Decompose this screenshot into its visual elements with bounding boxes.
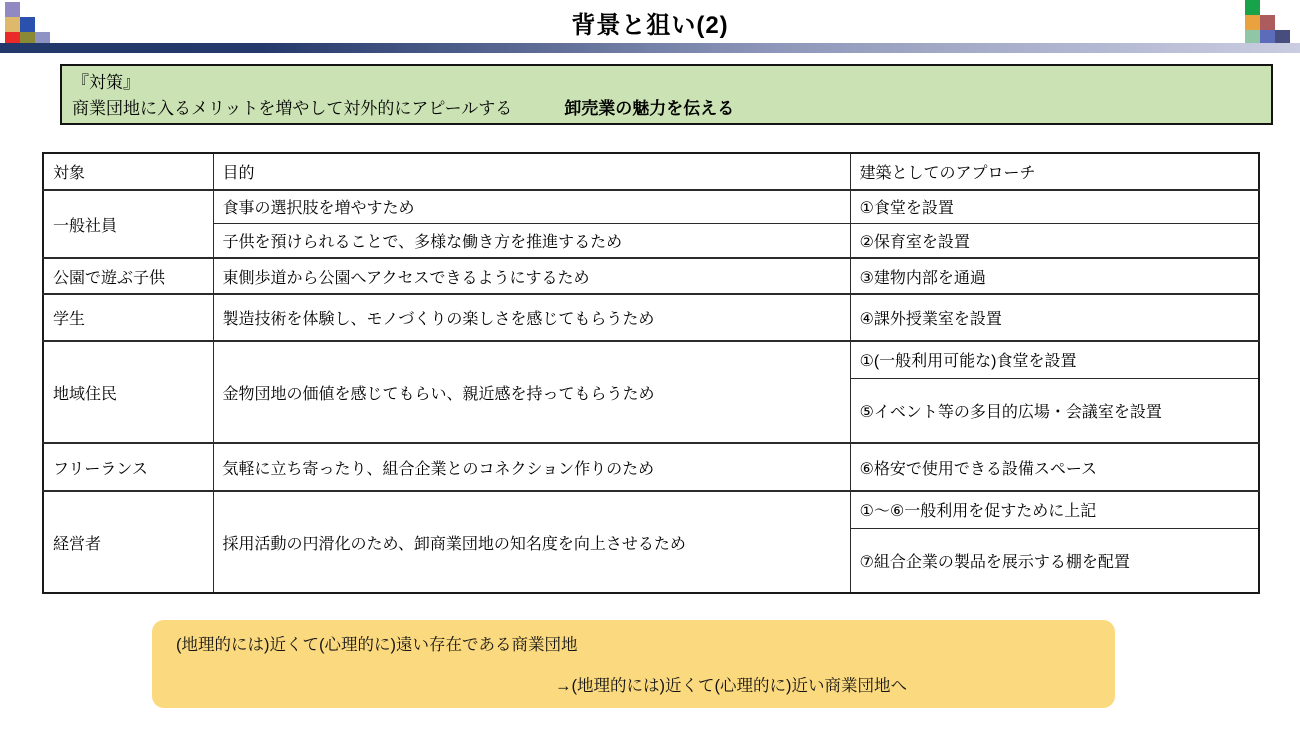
- title-divider-bar: [0, 43, 1300, 53]
- cell-purpose: 気軽に立ち寄ったり、組合企業とのコネクション作りのため: [213, 443, 850, 491]
- column-header-approach: 建築としてのアプローチ: [850, 153, 1259, 190]
- cell-approach: ①食堂を設置: [850, 190, 1259, 223]
- measures-line: [72, 96, 1261, 122]
- cell-target: 一般社員: [43, 190, 213, 258]
- page-title: 背景と狙い(2): [571, 12, 729, 39]
- cell-target: 経営者: [43, 491, 213, 593]
- cell-approach: ⑤イベント等の多目的広場・会議室を設置: [850, 378, 1259, 443]
- cell-purpose: 採用活動の円滑化のため、卸商業団地の知名度を向上させるため: [213, 491, 850, 593]
- measures-line-left: 商業団地に入るメリットを増やして対外的にアピールする: [72, 99, 513, 119]
- cell-target: 学生: [43, 294, 213, 341]
- summary-callout: [152, 620, 1115, 708]
- cell-purpose: 東側歩道から公園へアクセスできるようにするため: [213, 258, 850, 294]
- cell-approach: ④課外授業室を設置: [850, 294, 1259, 341]
- targets-table-container: [42, 152, 1260, 594]
- cell-target: フリーランス: [43, 443, 213, 491]
- cell-approach: ⑥格安で使用できる設備スペース: [850, 443, 1259, 491]
- measures-heading: 『対策』: [72, 73, 140, 92]
- cell-approach: ①(一般利用可能な)食堂を設置: [850, 341, 1259, 378]
- cell-purpose: 製造技術を体験し、モノづくりの楽しさを感じてもらうため: [213, 294, 850, 341]
- cell-approach: ①～⑥一般利用を促すために上記: [850, 491, 1259, 528]
- column-header-target: 対象: [43, 153, 213, 190]
- cell-purpose: 食事の選択肢を増やすため: [213, 190, 850, 223]
- cell-approach: ③建物内部を通過: [850, 258, 1259, 294]
- cell-purpose: 金物団地の価値を感じてもらい、親近感を持ってもらうため: [213, 341, 850, 443]
- measures-line-right: 卸売業の魅力を伝える: [564, 99, 735, 119]
- summary-line-2: →(地理的には)近くて(心理的に)近い商業団地へ: [555, 677, 907, 695]
- targets-table: [42, 152, 1260, 594]
- column-header-purpose: 目的: [213, 153, 850, 190]
- cell-approach: ②保育室を設置: [850, 223, 1259, 258]
- cell-target: 地域住民: [43, 341, 213, 443]
- measures-box: [60, 64, 1273, 125]
- cell-purpose: 子供を預けられることで、多様な働き方を推進するため: [213, 223, 850, 258]
- cell-target: 公園で遊ぶ子供: [43, 258, 213, 294]
- cell-approach: ⑦組合企業の製品を展示する棚を配置: [850, 528, 1259, 593]
- summary-line-1: (地理的には)近くて(心理的に)遠い存在である商業団地: [176, 636, 578, 654]
